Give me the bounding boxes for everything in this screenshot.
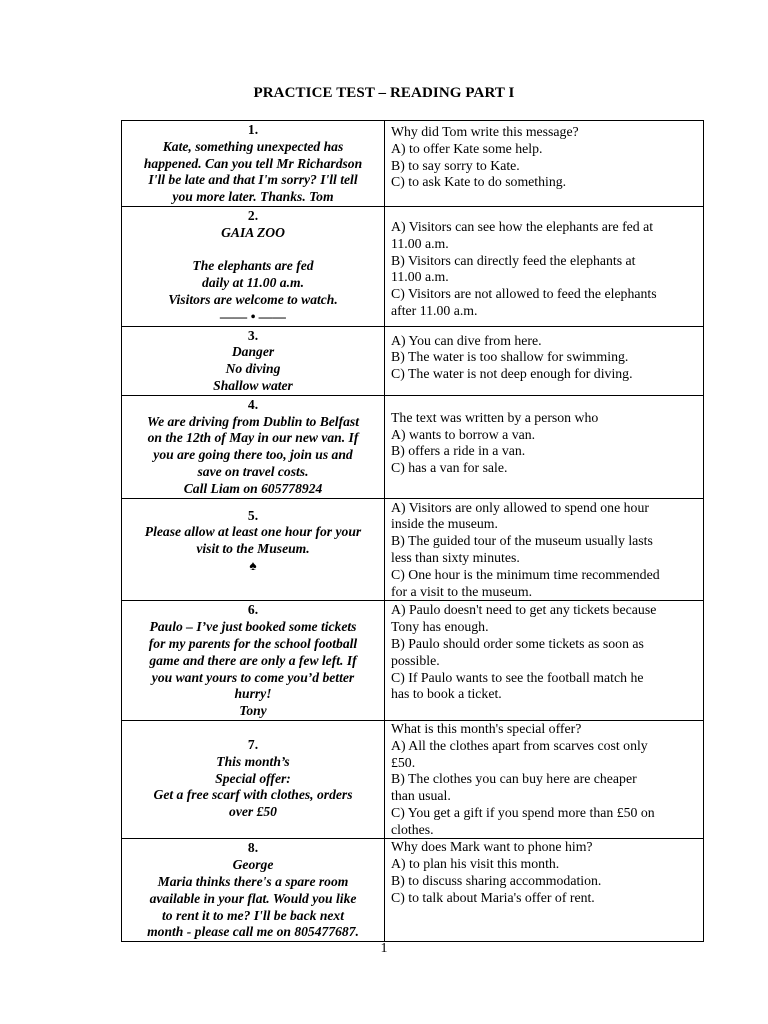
answer-line: What is this month's special offer? — [391, 720, 582, 736]
notice-line: month - please call me on 805477687. — [147, 924, 359, 940]
notice-line: Call Liam on 605778924 — [183, 480, 323, 496]
notice-line: visit to the Museum. — [196, 541, 310, 557]
question-row — [122, 601, 704, 721]
question-row — [122, 326, 704, 395]
answer-line: B) Paulo should order some tickets as soon as — [391, 635, 644, 651]
answer-line: B) to say sorry to Kate. — [391, 157, 520, 173]
notice-line: Visitors are welcome to watch. — [168, 291, 338, 307]
notice-line: you more later. Thanks. Tom — [172, 189, 334, 205]
notice-cell — [122, 326, 385, 395]
answer-line: A) Visitors are only allowed to spend one hour — [391, 499, 649, 515]
answer-line: A) All the clothes apart from scarves cost only — [391, 737, 648, 753]
notice-line: GAIA ZOO — [221, 224, 285, 240]
answer-line: A) Visitors can see how the elephants are fed at — [391, 219, 654, 234]
notice-line: you want yours to come you’d better — [151, 669, 355, 685]
answer-line: for a visit to the museum. — [391, 583, 533, 599]
answer-line: has to book a ticket. — [391, 686, 502, 702]
page-title: PRACTICE TEST – READING PART I — [253, 85, 515, 101]
question-number: 1. — [247, 122, 259, 137]
notice-line: save on travel costs. — [197, 463, 309, 479]
answer-line: B) offers a ride in a van. — [391, 443, 526, 459]
notice-line: happened. Can you tell Mr Richardson — [143, 155, 363, 171]
answer-line: less than sixty minutes. — [391, 549, 520, 565]
answer-line: A) Paulo doesn't need to get any tickets because — [391, 602, 657, 618]
answer-line: C) Visitors are not allowed to feed the elephants — [391, 286, 657, 302]
answer-line: C) If Paulo wants to see the football match he — [391, 669, 644, 685]
notice-line: Tony — [239, 703, 267, 719]
answer-line: A) to offer Kate some help. — [391, 140, 543, 156]
notice-line: Paulo – I’ve just booked some tickets — [149, 619, 357, 635]
answer-line: C) to talk about Maria's offer of rent. — [391, 889, 595, 905]
notice-cell — [122, 121, 385, 207]
notice-line: I'll be late and that I'm sorry? I'll tell — [148, 172, 358, 188]
notice-line: Special offer: — [215, 770, 291, 786]
question-row — [122, 121, 704, 207]
notice-line: you are going there too, join us and — [153, 447, 353, 463]
answer-line: clothes. — [391, 821, 434, 837]
notice-line: hurry! — [234, 686, 272, 702]
answer-cell — [385, 395, 704, 498]
notice-cell — [122, 395, 385, 498]
answer-line: C) to ask Kate to do something. — [391, 174, 567, 190]
notice-line: —— • —— — [220, 308, 286, 324]
question-row — [122, 720, 704, 839]
answer-cell — [385, 839, 704, 942]
notice-cell — [122, 601, 385, 721]
answer-line: 11.00 a.m. — [391, 235, 449, 251]
question-number: 2. — [247, 208, 259, 223]
notice-line — [126, 242, 380, 259]
answer-cell — [385, 498, 704, 601]
answer-line: 11.00 a.m. — [391, 269, 449, 285]
notice-line: George — [232, 857, 274, 873]
answer-line: Why does Mark want to phone him? — [391, 839, 593, 855]
answer-line: after 11.00 a.m. — [391, 302, 478, 318]
answer-cell — [385, 720, 704, 839]
answer-line: B) The guided tour of the museum usually lasts — [391, 533, 653, 549]
answer-line: B) to discuss sharing accommodation. — [391, 873, 602, 889]
question-row — [122, 498, 704, 601]
answer-line: B) The water is too shallow for swimming. — [391, 349, 629, 365]
question-number: 8. — [247, 840, 259, 856]
question-number: 5. — [247, 507, 259, 523]
answer-line: £50. — [391, 754, 416, 770]
answer-line: A) You can dive from here. — [391, 332, 542, 348]
question-number: 7. — [247, 736, 259, 752]
notice-cell — [122, 498, 385, 601]
answer-line: B) The clothes you can buy here are cheaper — [391, 771, 637, 787]
answer-line: C) The water is not deep enough for diving. — [391, 366, 633, 382]
answer-line: C) One hour is the minimum time recommended — [391, 566, 660, 582]
answer-line: possible. — [391, 652, 440, 668]
question-row — [122, 839, 704, 942]
question-number: 4. — [247, 396, 259, 412]
answer-cell — [385, 326, 704, 395]
question-row — [122, 395, 704, 498]
answer-cell — [385, 121, 704, 207]
answer-line: A) wants to borrow a van. — [391, 426, 536, 442]
answer-cell — [385, 601, 704, 721]
question-number: 6. — [247, 602, 259, 618]
notice-line: Shallow water — [213, 377, 293, 393]
answer-line: Tony has enough. — [391, 619, 489, 635]
answer-line: than usual. — [391, 788, 451, 804]
answer-cell — [385, 207, 704, 327]
answer-line: The text was written by a person who — [391, 409, 599, 425]
answer-line: B) Visitors can directly feed the elephants at — [391, 252, 636, 268]
question-number: 3. — [247, 327, 259, 343]
page-number: 1 — [380, 941, 388, 956]
notice-line: ♠ — [249, 557, 257, 573]
answer-line: A) to plan his visit this month. — [391, 856, 560, 872]
answer-line: inside the museum. — [391, 516, 498, 532]
notice-line: to rent it to me? I'll be back next — [162, 907, 344, 923]
notice-cell — [122, 207, 385, 327]
answer-line: C) You get a gift if you spend more than £50 on — [391, 804, 655, 820]
notice-line: daily at 11.00 a.m. — [202, 275, 304, 291]
notice-line: The elephants are fed — [192, 258, 314, 274]
notice-line: Kate, something unexpected has — [162, 138, 344, 154]
answer-line: Why did Tom write this message? — [391, 124, 579, 139]
notice-line: No diving — [225, 361, 281, 377]
question-row — [122, 207, 704, 327]
notice-cell — [122, 720, 385, 839]
notice-line: for my parents for the school football — [148, 635, 358, 651]
notice-line: We are driving from Dublin to Belfast — [147, 413, 359, 429]
notice-line: over £50 — [229, 804, 277, 820]
notice-line: on the 12th of May in our new van. If — [147, 430, 359, 446]
notice-line: Please allow at least one hour for your — [144, 524, 362, 540]
notice-line: Danger — [231, 344, 275, 360]
notice-cell — [122, 839, 385, 942]
notice-line: Get a free scarf with clothes, orders — [153, 787, 353, 803]
notice-line: game and there are only a few left. If — [149, 652, 357, 668]
notice-line: This month’s — [216, 753, 290, 769]
questions-table — [121, 120, 704, 942]
answer-line: C) has a van for sale. — [391, 460, 508, 476]
notice-line: Maria thinks there's a spare room — [157, 874, 349, 890]
notice-line: available in your flat. Would you like — [149, 890, 357, 906]
